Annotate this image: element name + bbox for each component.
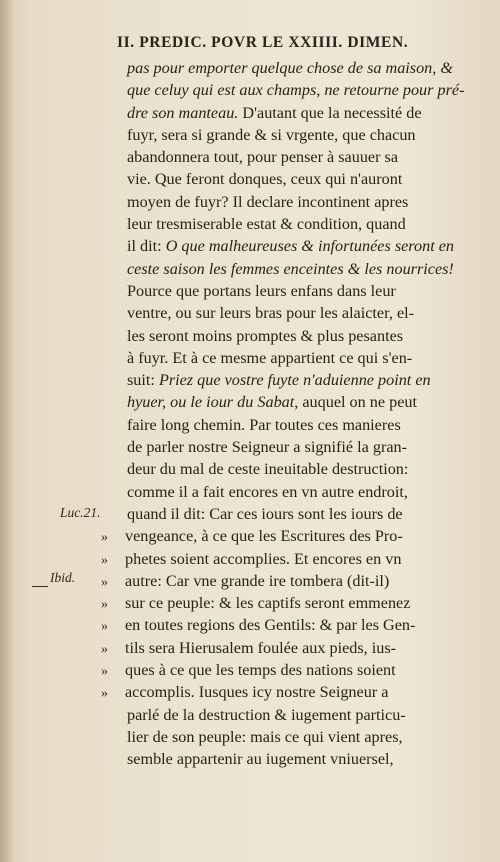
text-line [127,481,489,503]
text-line [101,525,489,547]
text-segment: O que malheureuses & infortunées seront en [165,237,455,256]
text-line [127,369,489,391]
text-segment: semble appartenir au iugement vniuersel, [127,750,394,769]
text-line [127,213,489,235]
quote-mark: » [101,619,108,635]
quote-mark: » [101,574,108,590]
margin-note-ibid: Ibid. [50,570,76,585]
margin-dash [32,586,48,587]
text-line [127,124,489,146]
text-line [127,458,489,480]
text-segment: dre son manteau. [127,103,239,122]
text-line [127,280,489,302]
text-line [101,592,489,614]
text-segment: tils sera Hierusalem foulée aux pieds, ius- [125,638,397,657]
text-segment: vengeance, à ce que les Escritures des Pro- [125,527,403,546]
quote-mark: » [101,552,108,568]
text-segment: ques à ce que les temps des nations soient [125,661,396,680]
text-line [127,258,489,280]
text-segment: ventre, ou sur leurs bras pour les alaicter, el- [127,304,415,323]
text-segment: Pource que portans leurs enfans dans leur [127,281,396,300]
text-line [127,168,489,190]
text-segment: ceste saison les femmes enceintes & les nourrices! [127,259,454,278]
gutter-shadow [0,0,14,862]
text-line [127,146,489,168]
text-segment: suit: [127,371,159,390]
text-segment: faire long chemin. Par toutes ces manieres [127,415,401,434]
text-segment: phetes soient accomplies. Et encores en vn [125,549,402,568]
text-segment: autre: Car vne grande ire tombera (dit-il) [125,571,390,590]
quote-mark: » [101,664,108,680]
text-segment: en toutes regions des Gentils: & par les Gen- [125,616,416,635]
text-segment: parlé de la destruction & iugement particu- [127,705,406,724]
text-segment: pas pour emporter quelque chose de sa maison, & [127,59,453,77]
text-line [127,325,489,347]
body-text [101,57,489,771]
text-segment: sur ce peuple: & les captifs seront emmenez [125,594,411,613]
text-segment: que celuy qui est aux champs, ne retourne pour pré- [127,81,465,100]
text-segment: hyuer, ou le iour du Sabat [127,393,295,412]
text-line [127,347,489,369]
text-segment: Priez que vostre fuyte n'aduienne point en [158,371,431,390]
text-line [101,637,489,659]
text-segment: à fuyr. Et à ce mesme appartient ce qui s'en- [127,348,413,367]
text-segment: fuyr, sera si grande & si vrgente, que chacun [127,125,416,144]
quote-mark: » [101,641,108,657]
text-segment: lier de son peuple: mais ce qui vient apres, [127,727,403,746]
text-line [127,191,489,213]
text-segment: D'autant que la necessité de [238,103,422,122]
text-line [127,391,489,413]
running-header: II. PREDIC. POVR LE XXIIII. DIMEN. [117,34,409,51]
text-segment: comme il a fait encores en vn autre endroit, [127,482,408,501]
text-segment: , auquel on ne peut [294,393,417,412]
quote-mark: » [101,597,108,613]
text-line [127,79,489,101]
text-line [101,659,489,681]
text-line [127,102,489,124]
text-segment: quand il dit: Car ces iours sont les iours de [127,504,403,523]
quote-mark: » [101,530,108,546]
text-segment: abandonnera tout, pour penser à sauuer sa [127,148,399,167]
text-segment: vie. Que feront donques, ceux qui n'auront [127,170,403,189]
text-line [127,726,489,748]
text-line [127,748,489,770]
text-line [127,704,489,726]
text-segment: accomplis. Iusques icy nostre Seigneur a [125,683,389,702]
text-line [127,414,489,436]
text-line [101,548,489,570]
text-line [127,503,489,525]
text-line [101,681,489,703]
text-line [127,302,489,324]
text-segment: de parler nostre Seigneur a signifié la gran- [127,438,408,457]
text-line [127,436,489,458]
text-line [101,614,489,636]
text-segment: leur tresmiserable estat & condition, quand [127,215,406,234]
text-line [101,570,489,592]
text-segment: il dit: [127,237,166,256]
text-segment: les seront moins promptes & plus pesantes [127,326,404,345]
text-segment: moyen de fuyr? Il declare incontinent apres [127,192,409,211]
text-line [127,235,489,257]
text-line [127,57,489,79]
quote-mark: » [101,686,108,702]
margin-note-luke: Luc.21. [60,505,101,520]
text-segment: deur du mal de ceste ineuitable destruction: [127,460,409,479]
